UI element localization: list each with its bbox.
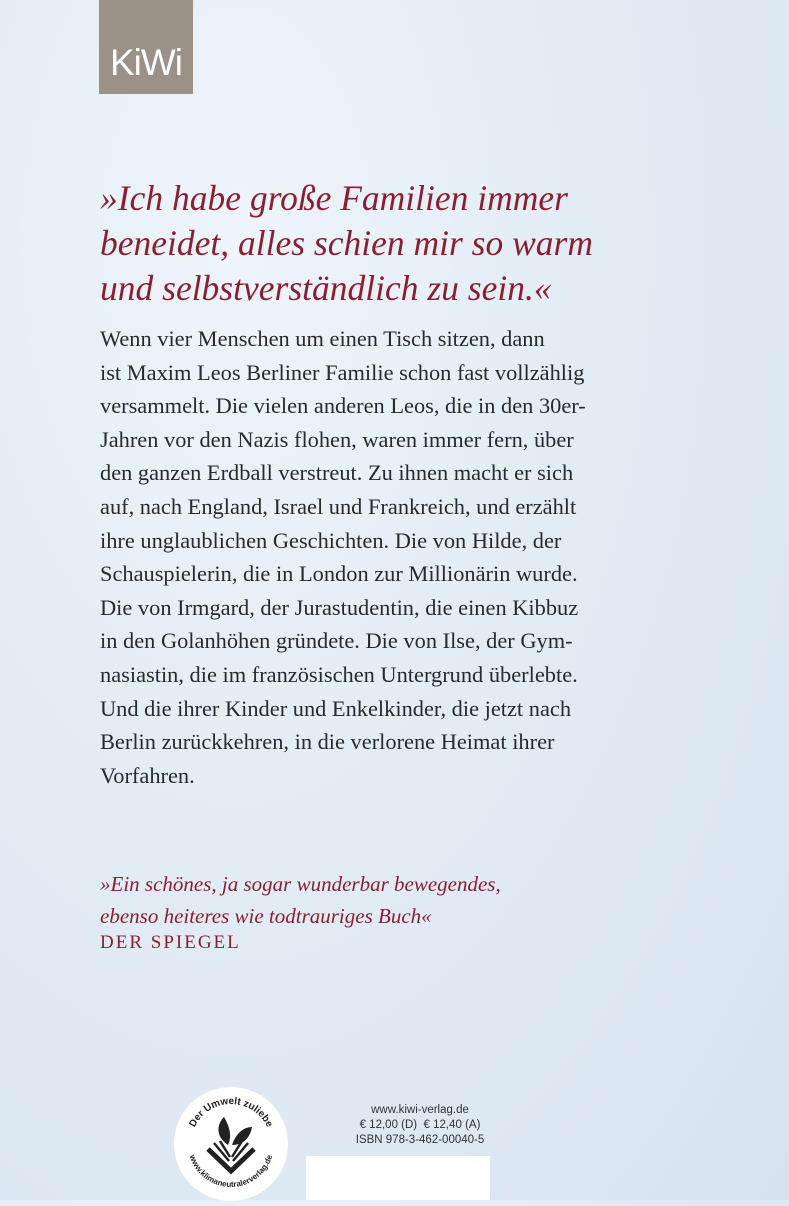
- review-quote: [100, 868, 501, 932]
- blurb: [100, 322, 740, 792]
- isbn: ISBN 978-3-462-00040-5: [355, 1134, 485, 1146]
- pull-quote: [100, 176, 740, 311]
- quote-line: und selbstverständlich zu sein.«: [100, 268, 552, 308]
- blurb-line: in den Golanhöhen gründete. Die von Ilse, der Gym-: [100, 628, 573, 654]
- svg-text:Der Umwelt zuliebe: Der Umwelt zuliebe: [187, 1095, 275, 1130]
- blurb-line: Die von Irmgard, der Jurastudentin, die einen Kibbuz: [100, 594, 579, 620]
- quote-line: »Ich habe große Familien immer: [100, 178, 568, 218]
- barcode-area: [306, 1156, 490, 1200]
- blurb-line: ihre unglaublichen Geschichten. Die von Hilde, der: [100, 527, 562, 553]
- price: € 12,00 (D) € 12,40 (A): [359, 1119, 481, 1131]
- blurb-line: auf, nach England, Israel und Frankreich, und erzählt: [100, 493, 577, 519]
- blurb-line: versammelt. Die vielen anderen Leos, die in den 30er-: [100, 393, 586, 419]
- quote-line: beneidet, alles schien mir so warm: [100, 223, 593, 263]
- svg-text:www.klimaneutralerverlag.de: www.klimaneutralerverlag.de: [187, 1153, 275, 1190]
- review-source: DER SPIEGEL: [100, 932, 241, 953]
- blurb-line: Jahren vor den Nazis flohen, waren immer fern, über: [100, 426, 574, 452]
- publisher-info: [320, 1103, 520, 1148]
- blurb-line: den ganzen Erdball verstreut. Zu ihnen macht er sich: [100, 460, 574, 486]
- blurb-line: Vorfahren.: [100, 762, 195, 788]
- logo-text: KiWi: [109, 42, 183, 83]
- blurb-line: Schauspielerin, die in London zur Millionärin wurde.: [100, 561, 578, 587]
- publisher-logo: [99, 0, 193, 94]
- review-line: »Ein schönes, ja sogar wunderbar bewegendes,: [100, 872, 501, 896]
- climate-neutral-seal: [174, 1087, 288, 1201]
- book-leaf-icon: [174, 1087, 288, 1201]
- website: www.kiwi-verlag.de: [371, 1104, 469, 1116]
- blurb-line: Und die ihrer Kinder und Enkelkinder, die jetzt nach: [100, 695, 572, 721]
- blurb-line: ist Maxim Leos Berliner Familie schon fast vollzählig: [100, 359, 585, 385]
- blurb-line: nasiastin, die im französischen Untergrund überlebte.: [100, 661, 578, 687]
- review-line: ebenso heiteres wie todtrauriges Buch«: [100, 904, 432, 928]
- blurb-line: Berlin zurückkehren, in die verlorene Heimat ihrer: [100, 729, 555, 755]
- blurb-line: Wenn vier Menschen um einen Tisch sitzen, dann: [100, 326, 545, 351]
